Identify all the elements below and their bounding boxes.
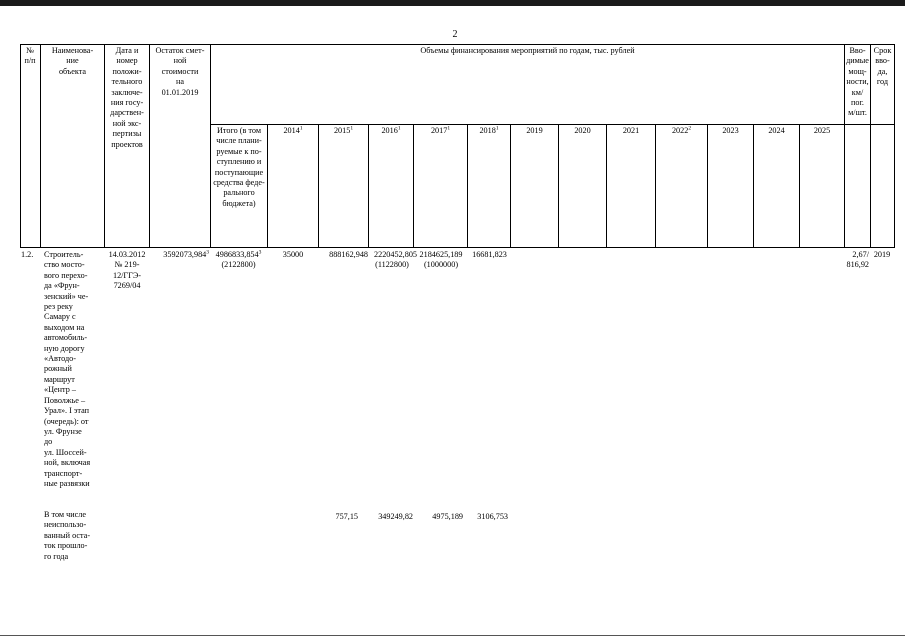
object-subname: В том числе неиспользо- ванный оста- ток прошло- го года bbox=[44, 510, 91, 561]
subheader-rule bbox=[210, 124, 844, 125]
year-header: 2023 bbox=[722, 126, 739, 135]
col-border bbox=[655, 124, 656, 247]
object-name: Строитель- ство мосто- вого перехо- да «Фрун- зенский» че- рез реку Самару с выходом на автомобиль- ную дорогу «Автодо- рожный маршрут «Центр – Поволжье – Урал». I этап (очередь): от ул. Фрунзе до ул. Шоссей- ной, включая транспорт- ные развязки bbox=[44, 250, 91, 488]
value-2018: 16681,823 bbox=[472, 250, 507, 259]
header-volumes: Объемы финансирования мероприятий по годам, тыс. рублей bbox=[420, 46, 635, 55]
col-border bbox=[707, 124, 708, 247]
value-2015: 888162,948 bbox=[329, 250, 368, 259]
capacity-value: 2,67/ 816,92 bbox=[846, 250, 869, 270]
row-number: 1.2. bbox=[21, 250, 34, 259]
col-border bbox=[413, 124, 414, 247]
year-header: 2025 bbox=[813, 126, 831, 135]
header-capacity: Вво- димые мощ- ности, км/ пог. м/шт. bbox=[846, 46, 869, 118]
year-header: 2020 bbox=[574, 126, 591, 135]
year-header: 2018$^1$ bbox=[479, 125, 499, 135]
header-term: Срок вво- да, год bbox=[873, 46, 892, 87]
year-header: 2022$^2$ bbox=[671, 125, 692, 135]
col-border bbox=[368, 124, 369, 247]
year-header: 2016$^1$ bbox=[381, 125, 401, 135]
year-header: 2024 bbox=[768, 126, 785, 135]
col-border bbox=[467, 124, 468, 247]
value-2016: 2220452,805 bbox=[374, 250, 417, 259]
col-border bbox=[267, 124, 268, 247]
value-2016-federal: (1122800) bbox=[375, 260, 409, 269]
col-border bbox=[20, 44, 21, 247]
value-2014: 35000 bbox=[282, 250, 304, 259]
year-header: 2015$^1$ bbox=[333, 125, 354, 135]
scan-bottom-edge bbox=[0, 635, 905, 636]
col-border bbox=[753, 124, 754, 247]
col-border bbox=[558, 124, 559, 247]
page-number: 2 bbox=[452, 29, 458, 40]
year-header: 2017$^1$ bbox=[430, 125, 451, 135]
value-2017-federal: (1000000) bbox=[423, 260, 459, 269]
total-federal: (2122800) bbox=[221, 260, 256, 269]
remainder-value: 3592073,984$^3$ bbox=[163, 249, 209, 259]
sub-value-2015: 757,15 bbox=[335, 512, 358, 521]
year-header: 2014$^1$ bbox=[283, 125, 303, 135]
header-num: № п/п bbox=[24, 46, 36, 66]
sub-value-2016: 349249,82 bbox=[378, 512, 413, 521]
col-border bbox=[510, 124, 511, 247]
table-top-border bbox=[20, 44, 895, 45]
header-name: Наименова- ние объекта bbox=[51, 46, 94, 76]
sub-value-2018: 3106,753 bbox=[477, 512, 508, 521]
year-header: 2019 bbox=[526, 126, 543, 135]
header-remainder: Остаток смет- ной стоимости на 01.01.2019 bbox=[155, 46, 205, 97]
header-total: Итого (в том числе плани- руемые к по- ступлению и поступающие средства феде- рального бюджета) bbox=[213, 126, 265, 208]
col-border bbox=[799, 124, 800, 247]
sub-value-2017: 4975,189 bbox=[432, 512, 463, 521]
header-date: Дата и номер положи- тельного заключе- ния госу- дарствен- ной экс- пертизы проектов bbox=[110, 46, 144, 149]
year-header: 2021 bbox=[622, 126, 640, 135]
scan-top-edge bbox=[0, 0, 905, 6]
total-value: 4986833,854$^3$ bbox=[215, 249, 262, 259]
col-border bbox=[606, 124, 607, 247]
expertise-date: 14.03.2012 № 219- 12/ГГЭ- 7269/04 bbox=[108, 250, 146, 291]
value-2017: 2184625,189 bbox=[419, 250, 463, 259]
header-bottom-border bbox=[20, 247, 895, 248]
term-value: 2019 bbox=[873, 250, 891, 259]
col-border bbox=[318, 124, 319, 247]
col-border bbox=[894, 44, 895, 247]
